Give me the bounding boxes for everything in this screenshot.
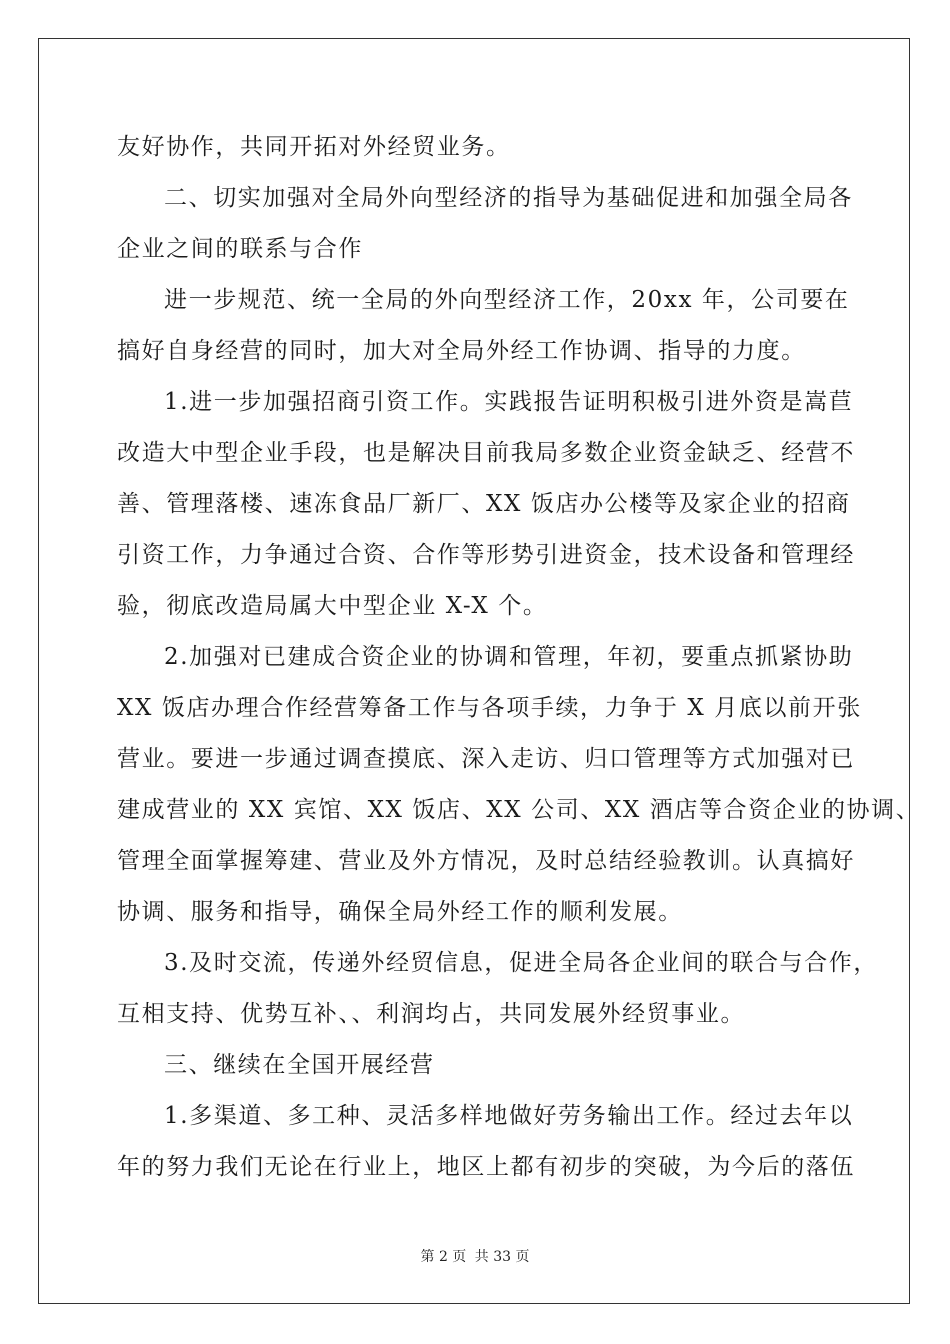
text-line: 善、管理落楼、速冻食品厂新厂、XX 饭店办公楼等及家企业的招商	[117, 491, 851, 517]
text-line: 1.多渠道、多工种、灵活多样地做好劳务输出工作。经过去年以	[164, 1103, 854, 1129]
text-line: 改造大中型企业手段，也是解决目前我局多数企业资金缺乏、经营不	[117, 440, 855, 466]
text-line: 搞好自身经营的同时，加大对全局外经工作协调、指导的力度。	[117, 338, 806, 364]
page-number: 第 2 页	[420, 1249, 467, 1265]
text-line: 验，彻底改造局属大中型企业 X-X 个。	[117, 593, 548, 619]
text-line: 年的努力我们无论在行业上，地区上都有初步的突破，为今后的落伍	[117, 1154, 855, 1180]
text-line: XX 饭店办理合作经营筹备工作与各项手续，力争于 X 月底以前开张	[117, 695, 862, 721]
document-body	[117, 122, 921, 1193]
text-line: 2.加强对已建成合资企业的协调和管理，年初，要重点抓紧协助	[164, 644, 854, 670]
text-line: 二、切实加强对全局外向型经济的指导为基础促进和加强全局各	[164, 185, 853, 211]
text-line: 1.进一步加强招商引资工作。实践报告证明积极引进外资是嵩苣	[164, 389, 854, 415]
text-line: 友好协作，共同开拓对外经贸业务。	[117, 134, 511, 160]
text-line: 三、继续在全国开展经营	[164, 1052, 435, 1078]
text-line: 进一步规范、统一全局的外向型经济工作，20xx 年，公司要在	[164, 287, 850, 313]
text-line: 3.及时交流，传递外经贸信息，促进全局各企业间的联合与合作，	[164, 950, 878, 976]
text-line: 协调、服务和指导，确保全局外经工作的顺利发展。	[117, 899, 683, 925]
text-line: 管理全面掌握筹建、营业及外方情况，及时总结经验教训。认真搞好	[117, 848, 855, 874]
text-line: 建成营业的 XX 宾馆、XX 饭店、XX 公司、XX 酒店等合资企业的协调、	[117, 797, 921, 823]
text-line: 企业之间的联系与合作	[117, 236, 363, 262]
text-line: 引资工作，力争通过合资、合作等形势引进资金，技术设备和管理经	[117, 542, 855, 568]
text-line: 营业。要进一步通过调查摸底、深入走访、归口管理等方式加强对已	[117, 746, 855, 772]
page-total: 共 33 页	[474, 1249, 530, 1265]
page-footer	[0, 1246, 950, 1266]
text-line: 互相支持、优势互补、、利润均占，共同发展外经贸事业。	[117, 1001, 746, 1027]
